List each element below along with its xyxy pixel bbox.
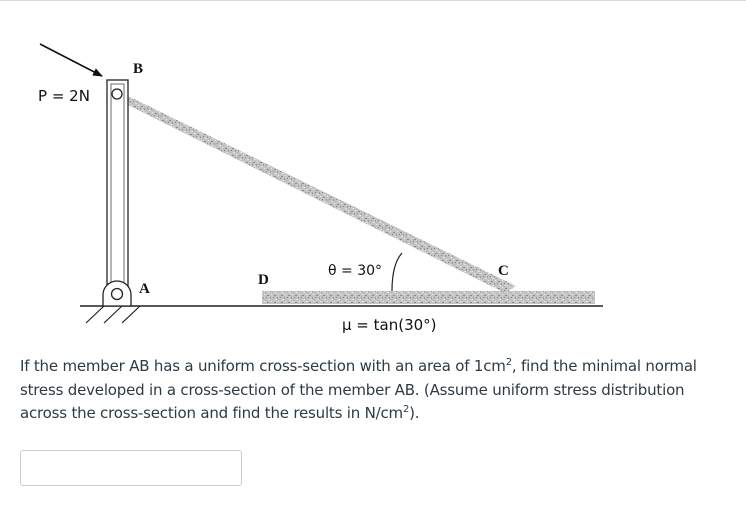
question-sup-1: 2 xyxy=(505,357,512,368)
question-text xyxy=(20,355,720,426)
label-d: D xyxy=(258,272,269,288)
joint-b-pin xyxy=(112,89,122,99)
ground-hatch xyxy=(86,306,140,323)
friction-label: μ = tan(30°) xyxy=(342,316,437,334)
floor-member-dc xyxy=(262,291,595,304)
joint-a-pin xyxy=(112,289,123,300)
question-part-3: ). xyxy=(409,404,420,422)
label-a: A xyxy=(139,281,150,297)
question-part-2: , find the minimal normal stress developed in a cross-section of the member AB. (Assume uniform stress distribution across the cross-section and find the results in N/cm xyxy=(20,357,697,422)
label-c: C xyxy=(498,263,509,279)
answer-input[interactable] xyxy=(20,450,242,486)
question-sup-2: 2 xyxy=(402,404,410,415)
force-arrow xyxy=(40,44,102,76)
angle-arc xyxy=(392,253,402,291)
inclined-member-bc xyxy=(126,95,516,293)
question-part-1: If the member AB has a uniform cross-section with an area of 1cm xyxy=(20,357,506,375)
label-b: B xyxy=(133,61,144,77)
force-label: P = 2N xyxy=(38,87,90,105)
vertical-member-ab-inner xyxy=(111,84,124,292)
angle-label: θ = 30° xyxy=(328,263,383,279)
